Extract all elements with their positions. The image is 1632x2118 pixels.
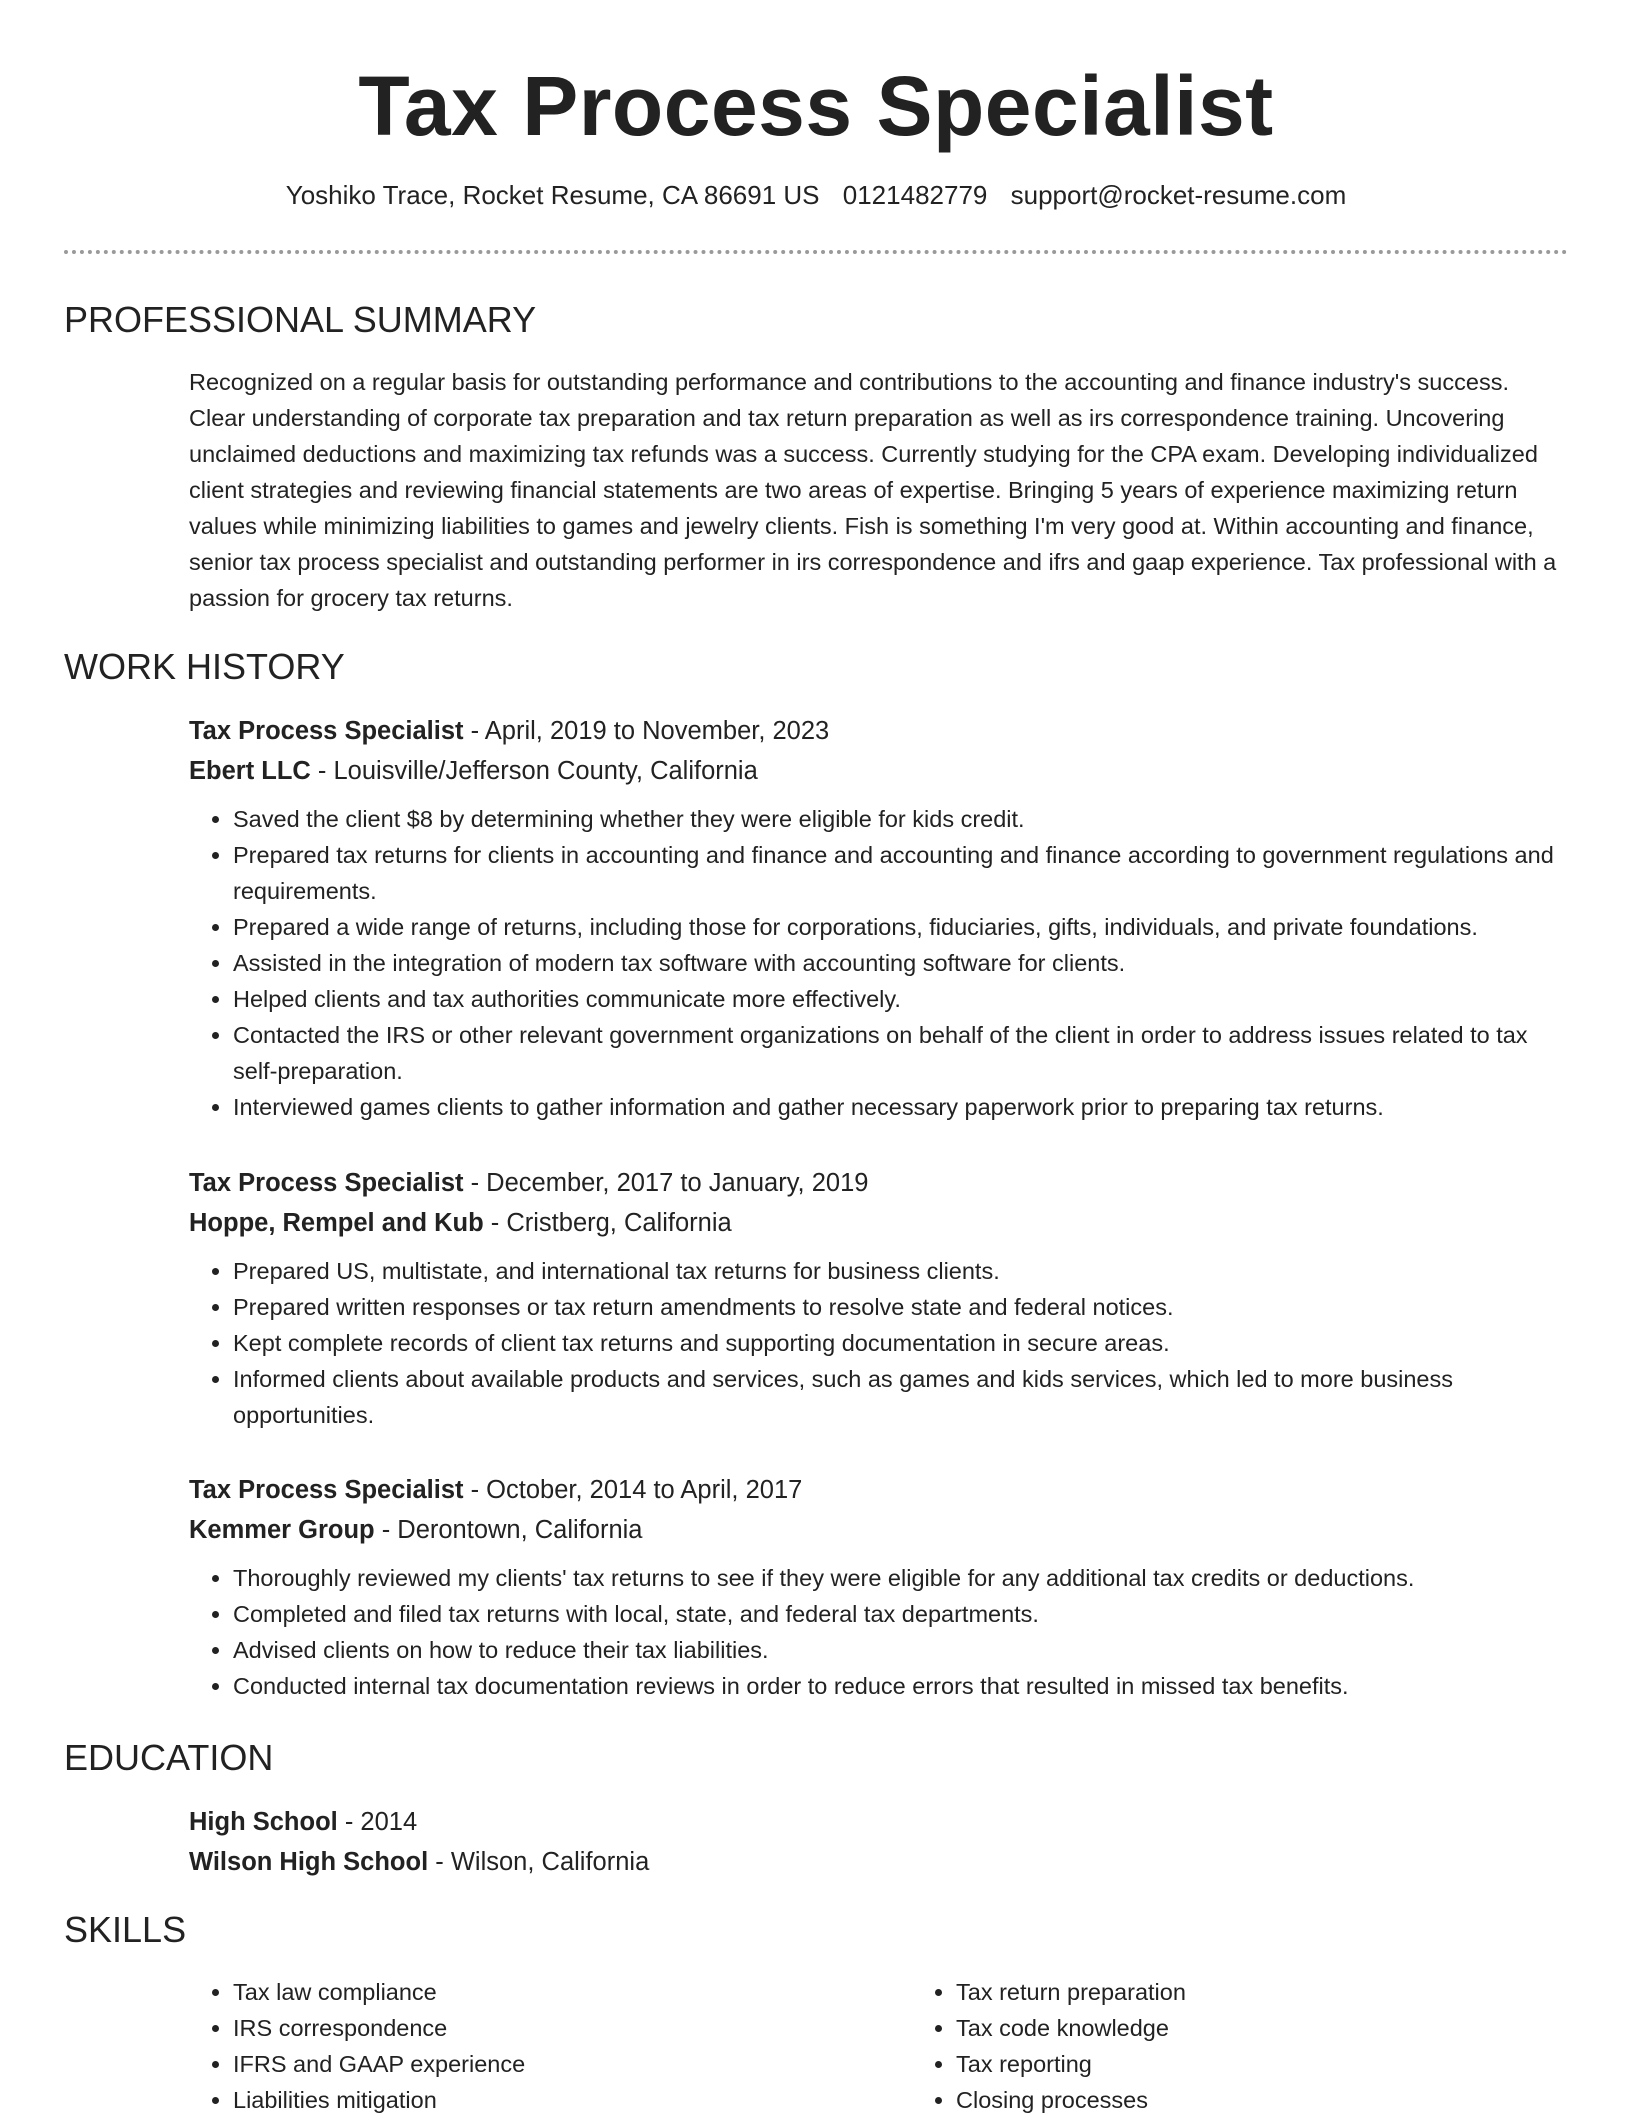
page-title: Tax Process Specialist xyxy=(358,59,1274,153)
job-company: Hoppe, Rempel and Kub xyxy=(189,1209,484,1237)
summary-section xyxy=(189,364,1568,616)
skills-columns xyxy=(189,1974,1568,2118)
contact-phone: 0121482779 xyxy=(842,180,988,210)
skills-list-right xyxy=(912,1974,1568,2118)
job-position: Tax Process Specialist xyxy=(189,1476,464,1504)
job-dates: - October, 2014 to April, 2017 xyxy=(463,1476,803,1504)
education-degree-line xyxy=(189,1802,1568,1842)
list-item: • Contacted the IRS or other relevant government organizations on behalf of the client in order to address issues related to tax self-preparation. xyxy=(233,1017,1568,1089)
job-entry xyxy=(189,1470,1568,1704)
job-location: - Derontown, California xyxy=(374,1516,643,1544)
job-position: Tax Process Specialist xyxy=(189,717,464,745)
contact-address: Yoshiko Trace, Rocket Resume, CA 86691 US xyxy=(285,180,820,210)
education-school: Wilson High School xyxy=(189,1848,429,1876)
job-bullets xyxy=(189,801,1568,1125)
list-item: • Prepared written responses or tax return amendments to resolve state and federal notices. xyxy=(233,1289,1568,1325)
list-item: • Prepared US, multistate, and international tax returns for business clients. xyxy=(233,1253,1568,1289)
skill-item: • IFRS and GAAP experience xyxy=(233,2046,912,2082)
education-degree: High School xyxy=(189,1808,338,1836)
skill-item: • IRS correspondence xyxy=(233,2010,912,2046)
job-bullets xyxy=(189,1253,1568,1433)
skill-item: • Tax return preparation xyxy=(956,1974,1568,2010)
header-divider xyxy=(64,250,1568,254)
job-company-line xyxy=(189,1510,1568,1550)
list-item: • Helped clients and tax authorities communicate more effectively. xyxy=(233,981,1568,1017)
skills-list-left xyxy=(189,1974,912,2118)
list-item: • Interviewed games clients to gather information and gather necessary paperwork prior to preparing tax returns. xyxy=(233,1089,1568,1125)
skill-item: • Tax reporting xyxy=(956,2046,1568,2082)
list-item: • Kept complete records of client tax returns and supporting documentation in secure areas. xyxy=(233,1325,1568,1361)
list-item: • Completed and filed tax returns with local, state, and federal tax departments. xyxy=(233,1596,1568,1632)
list-item: • Thoroughly reviewed my clients' tax returns to see if they were eligible for any additional tax credits or deductions. xyxy=(233,1560,1568,1596)
job-dates: - December, 2017 to January, 2019 xyxy=(463,1169,869,1197)
job-company: Kemmer Group xyxy=(189,1516,375,1544)
education-year: - 2014 xyxy=(337,1808,418,1836)
job-location: - Cristberg, California xyxy=(483,1209,732,1237)
contact-email: support@rocket-resume.com xyxy=(1010,180,1347,210)
list-item: • Prepared tax returns for clients in accounting and finance and accounting and finance according to government regulations and requirements. xyxy=(233,837,1568,909)
education-school-line xyxy=(189,1842,1568,1882)
job-company-line xyxy=(189,751,1568,791)
job-title-line xyxy=(189,1163,1568,1203)
job-bullets xyxy=(189,1560,1568,1704)
education-entry xyxy=(189,1802,1568,1882)
skill-item: • Tax law compliance xyxy=(233,1974,912,2010)
list-item: • Saved the client $8 by determining whether they were eligible for kids credit. xyxy=(233,801,1568,837)
job-company: Ebert LLC xyxy=(189,757,311,785)
contact-line xyxy=(0,180,1632,210)
skill-item: • Liabilities mitigation xyxy=(233,2082,912,2118)
job-position: Tax Process Specialist xyxy=(189,1169,464,1197)
list-item: • Prepared a wide range of returns, including those for corporations, fiduciaries, gifts, individuals, and private foundations. xyxy=(233,909,1568,945)
education-location: - Wilson, California xyxy=(428,1848,650,1876)
list-item: • Conducted internal tax documentation reviews in order to reduce errors that resulted in missed tax benefits. xyxy=(233,1668,1568,1704)
section-title-skills: SKILLS xyxy=(64,1909,187,1950)
list-item: • Informed clients about available products and services, such as games and kids services, which led to more business opportunities. xyxy=(233,1361,1568,1433)
job-dates: - April, 2019 to November, 2023 xyxy=(463,717,830,745)
job-entry xyxy=(189,711,1568,1125)
section-title-summary: PROFESSIONAL SUMMARY xyxy=(64,299,537,340)
job-entry xyxy=(189,1163,1568,1433)
skill-item: • Tax code knowledge xyxy=(956,2010,1568,2046)
list-item: • Assisted in the integration of modern tax software with accounting software for clients. xyxy=(233,945,1568,981)
job-company-line xyxy=(189,1203,1568,1243)
section-title-work: WORK HISTORY xyxy=(64,646,345,687)
skill-item: • Closing processes xyxy=(956,2082,1568,2118)
job-location: - Louisville/Jefferson County, California xyxy=(310,757,758,785)
job-title-line xyxy=(189,711,1568,751)
resume-header xyxy=(0,0,1632,210)
section-title-education: EDUCATION xyxy=(64,1737,274,1778)
summary-text: Recognized on a regular basis for outstanding performance and contributions to the accounting and finance industry's success. Clear understanding of corporate tax preparation and tax return preparation as well as irs correspondence training. Uncovering unclaimed deductions and maximizing tax refunds was a success. Currently studying for the CPA exam. Developing individualized client strategies and reviewing financial statements are two areas of expertise. Bringing 5 years of experience maximizing return values while minimizing liabilities to games and jewelry clients. Fish is something I'm very good at. Within accounting and finance, senior tax process specialist and outstanding performer in irs correspondence and ifrs and gaap experience. Tax professional with a passion for grocery tax returns. xyxy=(189,369,1557,611)
job-title-line xyxy=(189,1470,1568,1510)
skills-section xyxy=(189,1974,1568,2118)
list-item: • Advised clients on how to reduce their tax liabilities. xyxy=(233,1632,1568,1668)
